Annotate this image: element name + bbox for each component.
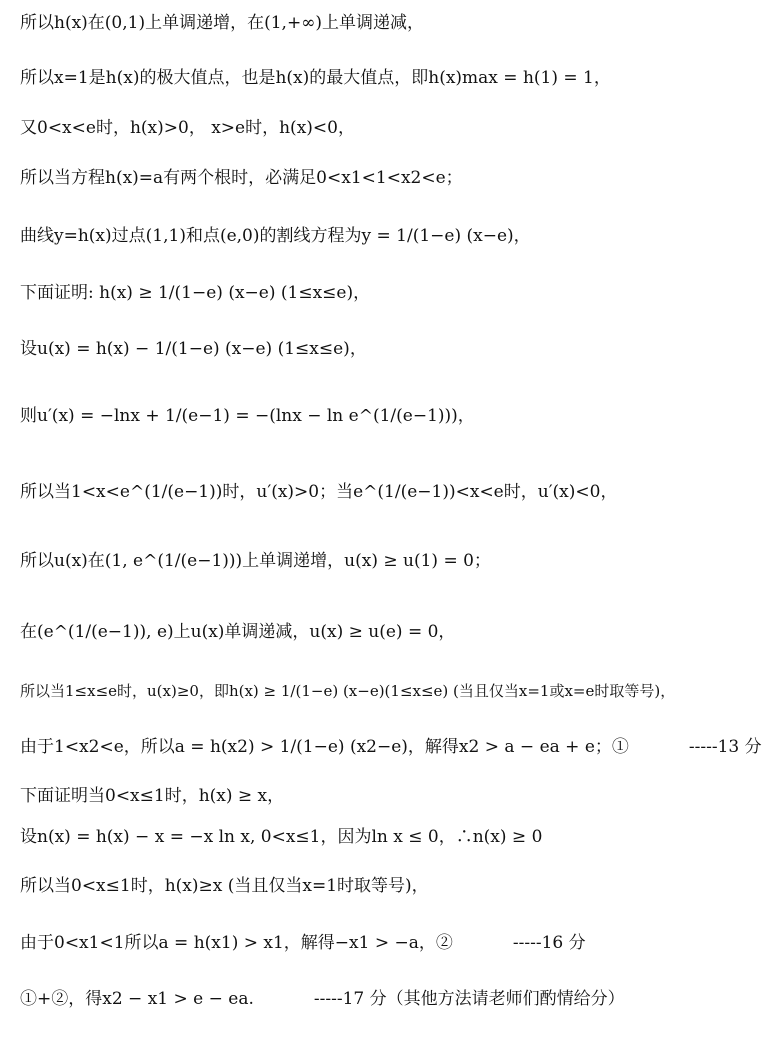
text-line-1: 所以h(x)在(0,1)上单调递增，在(1,+∞)上单调递减， <box>20 13 424 33</box>
score-mark-17: -----17 分（其他方法请老师们酌情给分） <box>313 989 625 1009</box>
text-line-6: 下面证明: h(x) ≥ 1/(1−e) (x−e) (1≤x≤e)， <box>20 283 371 303</box>
text-line-9: 所以当1<x<e^(1/(e−1))时，u′(x)>0；当e^(1/(e−1))<x<e时，u′(x)<0， <box>20 482 618 502</box>
text-line-15: 设n(x) = h(x) − x = −x ln x, 0<x≤1，因为ln x ≤ 0，∴n(x) ≥ 0 <box>20 827 543 847</box>
text-line-7: 设u(x) = h(x) − 1/(1−e) (x−e) (1≤x≤e)， <box>20 339 367 359</box>
text-line-2: 所以x=1是h(x)的极大值点，也是h(x)的最大值点，即h(x)max = h(1) = 1， <box>20 68 611 88</box>
text-line-11: 在(e^(1/(e−1)), e)上u(x)单调递减，u(x) ≥ u(e) = 0， <box>20 622 456 642</box>
text-line-13 <box>20 736 762 758</box>
text-line-17 <box>20 932 586 954</box>
text-line-18 <box>20 988 625 1010</box>
score-mark-16: -----16 分 <box>512 933 586 953</box>
text-line-10: 所以u(x)在(1, e^(1/(e−1)))上单调递增，u(x) ≥ u(1) = 0； <box>20 551 491 571</box>
text-line-3: 又0<x<e时，h(x)>0， x>e时，h(x)<0， <box>20 118 355 138</box>
text-line-13-body: 由于1<x2<e，所以a = h(x2) > 1/(1−e) (x2−e)，解得x2 > a − ea + e；① <box>20 737 629 757</box>
text-line-12: 所以当1≤x≤e时，u(x)≥0，即h(x) ≥ 1/(1−e) (x−e)(1≤x≤e) (当且仅当x=1或x=e时取等号)， <box>20 682 676 700</box>
text-line-14: 下面证明当0<x≤1时，h(x) ≥ x， <box>20 786 285 806</box>
text-line-18-body: ①+②，得x2 − x1 > e − ea. <box>20 989 254 1009</box>
text-line-17-body: 由于0<x1<1所以a = h(x1) > x1，解得−x1 > −a，② <box>20 933 453 953</box>
text-line-16: 所以当0<x≤1时，h(x)≥x (当且仅当x=1时取等号)， <box>20 876 429 896</box>
score-mark-13: -----13 分 <box>688 737 762 757</box>
text-line-5: 曲线y=h(x)过点(1,1)和点(e,0)的割线方程为y = 1/(1−e) (x−e)， <box>20 226 531 246</box>
text-line-4: 所以当方程h(x)=a有两个根时，必满足0<x1<1<x2<e； <box>20 168 463 188</box>
text-line-8: 则u′(x) = −lnx + 1/(e−1) = −(lnx − ln e^(1/(e−1)))， <box>20 406 475 426</box>
